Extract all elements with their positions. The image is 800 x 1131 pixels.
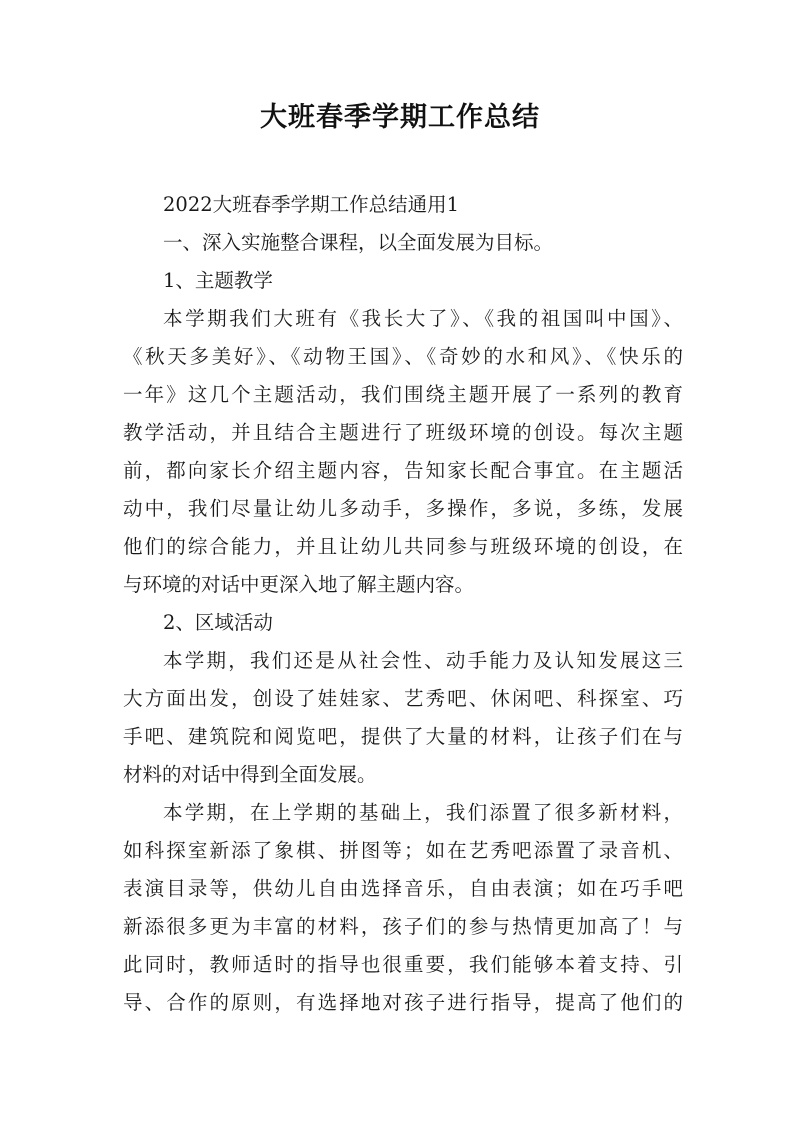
text-line: 手吧、建筑院和阅览吧，提供了大量的材料，让孩子们在与 — [123, 725, 683, 748]
text-line: 本学期我们大班有《我长大了》、《我的祖国叫中国》、 — [163, 307, 683, 330]
text-line: 与环境的对话中更深入地了解主题内容。 — [123, 573, 475, 596]
document-body — [123, 186, 683, 1022]
text-line: 材料的对话中得到全面发展。 — [123, 763, 377, 786]
text-line: 动中，我们尽量让幼儿多动手，多操作，多说，多练，发展 — [123, 497, 683, 520]
text-line: 本学期，我们还是从社会性、动手能力及认知发展这三 — [163, 649, 683, 672]
text-line: 2022大班春季学期工作总结通用1 — [163, 193, 460, 216]
text-line: 前，都向家长介绍主题内容，告知家长配合事宜。在主题活 — [123, 459, 683, 482]
text-line: 表演目录等，供幼儿自由选择音乐，自由表演；如在巧手吧 — [123, 877, 683, 900]
text-line: 大方面出发，创设了娃娃家、艺秀吧、休闲吧、科探室、巧 — [123, 687, 683, 710]
text-line: 教学活动，并且结合主题进行了班级环境的创设。每次主题 — [123, 421, 683, 444]
text-line: 2、区域活动 — [163, 611, 273, 634]
text-line: 如科探室新添了象棋、拼图等；如在艺秀吧添置了录音机、 — [123, 839, 683, 862]
text-line: 新添很多更为丰富的材料，孩子们的参与热情更加高了！与 — [123, 915, 683, 938]
text-line: 一年》这几个主题活动，我们围绕主题开展了一系列的教育 — [123, 383, 683, 406]
text-line: 《秋天多美好》、《动物王国》、《奇妙的水和风》、《快乐的 — [123, 345, 683, 368]
text-line: 1、主题教学 — [163, 269, 273, 292]
text-line: 本学期，在上学期的基础上，我们添置了很多新材料， — [163, 801, 683, 824]
text-line: 此同时，教师适时的指导也很重要，我们能够本着支持、引 — [123, 953, 683, 976]
text-line: 一、深入实施整合课程，以全面发展为目标。 — [163, 231, 554, 254]
text-line: 导、合作的原则，有选择地对孩子进行指导，提高了他们的 — [123, 991, 683, 1014]
document-title: 大班春季学期工作总结 — [260, 102, 540, 133]
text-line: 他们的综合能力，并且让幼儿共同参与班级环境的创设，在 — [123, 535, 683, 558]
